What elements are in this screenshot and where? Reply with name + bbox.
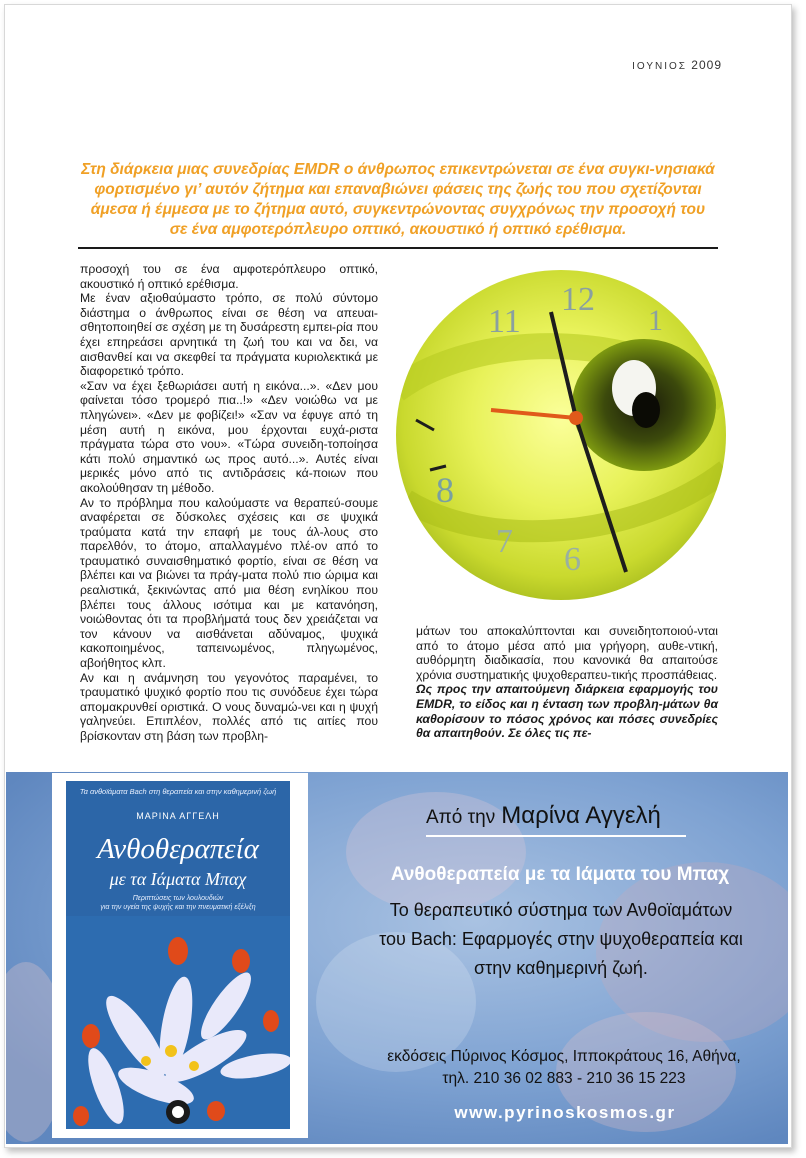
ad-from-prefix: Από την	[426, 807, 496, 828]
ad-website-link[interactable]: www.pyrinoskosmos.gr	[454, 1103, 676, 1122]
clock-numeral: 6	[564, 541, 581, 578]
ad-description	[356, 896, 766, 983]
right-paragraph: μάτων του αποκαλύπτονται και συνειδητοποιού-νται από το άτομο μέσα από μια γρήγορη, αυθε-ντική, αυθόρμητη διαδικασία, που κανονικά θα απαιτούσε χρόνια συστηματικής ψυχοθεραπευ-τικής προσπάθειας.	[416, 624, 718, 682]
book-top-line: Τα ανθοϊάματα Bach στη θεραπεία και στην καθημερινή ζωή	[79, 787, 277, 796]
clock-eye-image	[396, 270, 726, 600]
clock-numeral: 1	[648, 304, 663, 337]
right-paragraph-emphasis: Ως προς την απαιτούμενη διάρκεια εφαρμογής του EMDR, το είδος και η ένταση των προβλη-μάτων θα καθορίσουν το πόσος χρόνος και πόσες συνεδρίες θα απαιτηθούν. Σε όλες τις πε-	[416, 682, 718, 741]
issue-year: 2009	[691, 58, 722, 72]
ad-publisher-info	[360, 1046, 768, 1090]
book-tagline: Περιπτώσεις των λουλουδιών	[132, 895, 224, 902]
right-column	[416, 624, 718, 741]
lead-divider	[78, 247, 718, 249]
left-column	[80, 262, 378, 744]
ad-publisher-phone: τηλ. 210 36 02 883 - 210 36 15 223	[442, 1070, 686, 1087]
book-author: ΜΑΡΙΝΑ ΑΓΓΕΛΗ	[136, 811, 220, 821]
clock-numeral: 11	[488, 303, 521, 340]
clock-eye-art	[396, 270, 726, 600]
ad-book-title: Ανθοθεραπεία με τα Ιάματα του Μπαχ	[390, 864, 730, 885]
book-subtitle: με τα Ιάματα Μπαχ	[109, 869, 247, 889]
clock-numeral: 12	[561, 281, 595, 318]
left-paragraph: «Σαν να έχει ξεθωριάσει αυτή η εικόνα...». «Δεν μου φαίνεται τόσο τρομερό πια..!» «Δεν νοιώθω να με πληγώνει». «Δεν με φοβίζει!» «Σαν να έφυγε από τη μέση αυτή η εικόνα, μου έρχονται ευχά-ριστα πράγματα τώρα στο νου». «Τώρα συνειδη-τοποίησα κάτι πολύ σημαντικό ως προς αυτό...». Αυτές είναι μερικές μόνο από τις αντιδράσεις κά-ποιων που ακολούθησαν τη μέθοδο.	[80, 378, 378, 495]
ad-author-line	[426, 802, 661, 830]
book-cover	[66, 781, 290, 1129]
issue-date	[632, 58, 722, 72]
left-paragraph: προσοχή του σε ένα αμφοτερόπλευρο οπτικό, ακουστικό ή οπτικό ερέθισμα.	[80, 262, 378, 291]
clock-numeral: 7	[496, 523, 513, 560]
ad-description-line: στην καθημερινή ζωή.	[474, 958, 648, 978]
book-tagline: για την υγεία της ψυχής και την πνευματική εξέλιξη	[100, 904, 256, 911]
clock-numeral: 8	[436, 470, 454, 510]
lead-paragraph: Στη διάρκεια μιας συνεδρίας EMDR ο άνθρωπος επικεντρώνεται σε ένα συγκι-νησιακά φορτισμένο γι’ αυτόν ζήτημα και επαναβιώνει φάσεις της ζωής του που σχετίζονται άμεσα ή έμμεσα με το ζήτημα αυτό, συγκεντρώνοντας συγχρόνως την προσοχή του σε ένα αμφοτερόπλευρο οπτικό, ακουστικό ή οπτικό ερέθισμα.	[81, 161, 715, 238]
left-paragraph: Αν και η ανάμνηση του γεγονότος παραμένει, το τραυματικό ψυχικό φορτίο που τις συνόδευε έχει τώρα απομακρυνθεί οριστικά. Ο νους δυναμώ-νει και η ψυχή γαληνεύει. Επιπλέον, πολλές από τις αιτίες που βρίσκονταν στη βάση των προβλη-	[80, 670, 378, 743]
ad-description-line: του Bach: Εφαρμογές στην ψυχοθεραπεία και	[379, 929, 743, 949]
left-paragraph: Αν το πρόβλημα που καλούμαστε να θεραπεύ-σουμε αναφέρεται σε δύσκολες σχέσεις και σε ψυχικά τραύματα κατά την επαφή με τους άλ-λους στο παρελθόν, το άτομο, απαλλαγμένο πλέ-ον από το τραυματικό συναισθηματικό φορτίο, είναι σε θέση να βλέπει και να βιώνει τα πράγ-ματα πολύ πιο ώριμα και ρεαλιστικά, ξεκινώντας από μια θέση ενηλίκου που βλέπει τους άλλους ισότιμα και με κατανόηση, νοιώθοντας ότι τα προβλήματά τους δεν χρειάζεται να τον κάνουν να αισθάνεται αδύναμος, ψυχικά κακοποιημένος, ταπεινωμένος, πληγωμένος, αβοήθητος κλπ.	[80, 495, 378, 671]
left-paragraph: Με έναν αξιοθαύμαστο τρόπο, σε πολύ σύντομο διάστημα ο άνθρωπος είναι σε θέση να απευαι-σθητοποιηθεί σε σχέση με τη δυσάρεστη εμπει-ρία που έχει επηρεάσει αρνητικά τη ζωή του και να δει, να αισθανθεί και να σκεφθεί τα πράγματα κυριολεκτικά με διαφορετικό τρόπο.	[80, 291, 378, 379]
ad-description-line: Το θεραπευτικό σύστημα των Ανθοϊαμάτων	[389, 900, 733, 920]
ad-underline	[426, 835, 686, 837]
ad-publisher-address: εκδόσεις Πύρινος Κόσμος, Ιπποκράτους 16, Αθήνα,	[387, 1048, 741, 1065]
book-flower-art	[66, 916, 290, 1129]
issue-month: ΙΟΥΝΙΟΣ	[632, 61, 687, 72]
book-title: Ανθοθεραπεία	[97, 833, 259, 865]
ad-author-name: Μαρίνα Αγγελή	[501, 802, 661, 829]
